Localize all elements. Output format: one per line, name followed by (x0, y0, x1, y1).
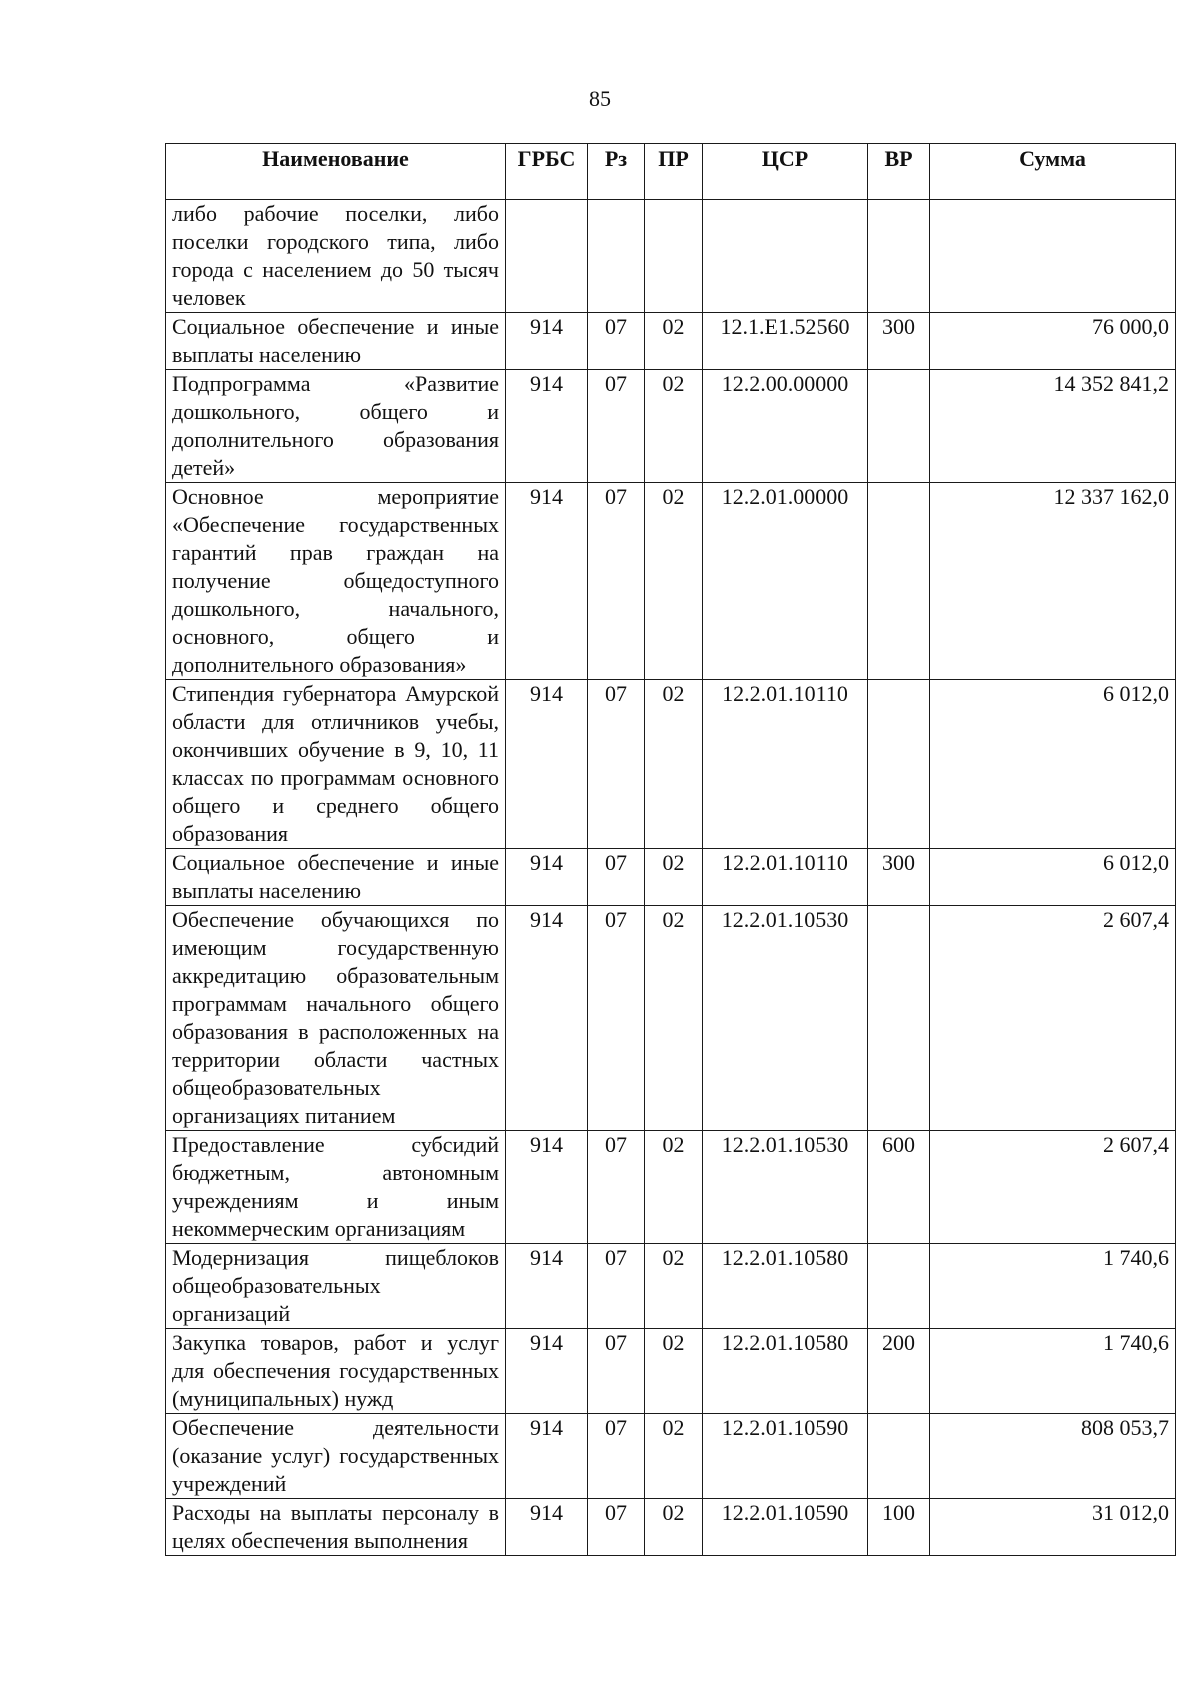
cell-sum (930, 200, 1176, 313)
cell-grbs: 914 (506, 1131, 588, 1244)
cell-csr: 12.2.01.10590 (703, 1414, 868, 1499)
table-row (166, 1499, 1176, 1556)
cell-grbs: 914 (506, 1329, 588, 1414)
cell-name: Подпрограмма «Развитие дошкольного, общего и дополнительного образования детей» (166, 370, 506, 483)
cell-sum: 31 012,0 (930, 1499, 1176, 1556)
cell-csr: 12.2.01.10110 (703, 849, 868, 906)
cell-name: Обеспечение обучающихся по имеющим государственную аккредитацию образовательным программам начального общего образования в расположенных на территории области частных общеобразовательных организациях питанием (166, 906, 506, 1131)
cell-rz: 07 (588, 680, 645, 849)
cell-sum: 12 337 162,0 (930, 483, 1176, 680)
cell-sum: 76 000,0 (930, 313, 1176, 370)
cell-sum: 6 012,0 (930, 680, 1176, 849)
cell-vr: 300 (868, 849, 930, 906)
cell-grbs: 914 (506, 370, 588, 483)
cell-csr: 12.2.01.10530 (703, 1131, 868, 1244)
cell-grbs (506, 200, 588, 313)
cell-grbs: 914 (506, 1414, 588, 1499)
cell-grbs: 914 (506, 906, 588, 1131)
cell-pr: 02 (645, 1499, 703, 1556)
table-row (166, 680, 1176, 849)
cell-name: Предоставление субсидий бюджетным, автономным учреждениям и иным некоммерческим организациям (166, 1131, 506, 1244)
cell-pr: 02 (645, 1414, 703, 1499)
table-row (166, 370, 1176, 483)
cell-sum: 6 012,0 (930, 849, 1176, 906)
cell-pr: 02 (645, 370, 703, 483)
cell-grbs: 914 (506, 483, 588, 680)
header-rz: Рз (588, 144, 645, 200)
cell-sum: 1 740,6 (930, 1329, 1176, 1414)
cell-pr: 02 (645, 1131, 703, 1244)
budget-table (165, 143, 1176, 1556)
header-grbs: ГРБС (506, 144, 588, 200)
cell-vr: 300 (868, 313, 930, 370)
header-csr: ЦСР (703, 144, 868, 200)
cell-rz (588, 200, 645, 313)
table-row (166, 1414, 1176, 1499)
table-row (166, 483, 1176, 680)
cell-rz: 07 (588, 1499, 645, 1556)
cell-name: Обеспечение деятельности (оказание услуг) государственных учреждений (166, 1414, 506, 1499)
cell-vr: 100 (868, 1499, 930, 1556)
table-row (166, 1244, 1176, 1329)
cell-name: Модернизация пищеблоков общеобразовательных организаций (166, 1244, 506, 1329)
cell-sum: 808 053,7 (930, 1414, 1176, 1499)
cell-pr: 02 (645, 849, 703, 906)
cell-name: либо рабочие поселки, либо поселки городского типа, либо города с населением до 50 тысяч человек (166, 200, 506, 313)
cell-csr: 12.2.01.10110 (703, 680, 868, 849)
cell-pr: 02 (645, 483, 703, 680)
cell-vr (868, 200, 930, 313)
cell-sum: 2 607,4 (930, 906, 1176, 1131)
cell-rz: 07 (588, 1131, 645, 1244)
cell-name: Закупка товаров, работ и услуг для обеспечения государственных (муниципальных) нужд (166, 1329, 506, 1414)
cell-name: Социальное обеспечение и иные выплаты населению (166, 313, 506, 370)
header-pr: ПР (645, 144, 703, 200)
cell-vr (868, 906, 930, 1131)
cell-pr: 02 (645, 906, 703, 1131)
cell-sum: 14 352 841,2 (930, 370, 1176, 483)
cell-rz: 07 (588, 483, 645, 680)
cell-vr: 200 (868, 1329, 930, 1414)
cell-pr: 02 (645, 1244, 703, 1329)
table-row (166, 313, 1176, 370)
cell-csr: 12.2.01.10580 (703, 1329, 868, 1414)
header-vr: ВР (868, 144, 930, 200)
cell-rz: 07 (588, 1414, 645, 1499)
cell-sum: 2 607,4 (930, 1131, 1176, 1244)
table-row (166, 849, 1176, 906)
cell-grbs: 914 (506, 1499, 588, 1556)
cell-csr: 12.2.01.10590 (703, 1499, 868, 1556)
cell-grbs: 914 (506, 1244, 588, 1329)
cell-csr (703, 200, 868, 313)
cell-name: Расходы на выплаты персоналу в целях обеспечения выполнения (166, 1499, 506, 1556)
cell-csr: 12.1.E1.52560 (703, 313, 868, 370)
cell-rz: 07 (588, 849, 645, 906)
cell-rz: 07 (588, 370, 645, 483)
cell-rz: 07 (588, 313, 645, 370)
cell-rz: 07 (588, 906, 645, 1131)
cell-vr (868, 1414, 930, 1499)
cell-rz: 07 (588, 1244, 645, 1329)
cell-name: Стипендия губернатора Амурской области для отличников учебы, окончивших обучение в 9, 10, 11 классах по программам основного общего и среднего общего образования (166, 680, 506, 849)
cell-vr (868, 483, 930, 680)
cell-name: Социальное обеспечение и иные выплаты населению (166, 849, 506, 906)
cell-rz: 07 (588, 1329, 645, 1414)
cell-csr: 12.2.01.10530 (703, 906, 868, 1131)
table-row (166, 1131, 1176, 1244)
cell-vr: 600 (868, 1131, 930, 1244)
table-row (166, 1329, 1176, 1414)
cell-pr: 02 (645, 313, 703, 370)
cell-grbs: 914 (506, 313, 588, 370)
header-sum: Сумма (930, 144, 1176, 200)
cell-pr: 02 (645, 1329, 703, 1414)
cell-pr (645, 200, 703, 313)
header-name: Наименование (166, 144, 506, 200)
cell-vr (868, 1244, 930, 1329)
cell-grbs: 914 (506, 680, 588, 849)
page-number: 85 (589, 86, 611, 111)
cell-csr: 12.2.01.00000 (703, 483, 868, 680)
cell-grbs: 914 (506, 849, 588, 906)
cell-csr: 12.2.01.10580 (703, 1244, 868, 1329)
cell-vr (868, 370, 930, 483)
table-header-row (166, 144, 1176, 200)
cell-name: Основное мероприятие «Обеспечение государственных гарантий прав граждан на получение общедоступного дошкольного, начального, основного, общего и дополнительного образования» (166, 483, 506, 680)
table-body (166, 200, 1176, 1556)
cell-pr: 02 (645, 680, 703, 849)
cell-vr (868, 680, 930, 849)
cell-csr: 12.2.00.00000 (703, 370, 868, 483)
cell-sum: 1 740,6 (930, 1244, 1176, 1329)
table-row (166, 200, 1176, 313)
table-row (166, 906, 1176, 1131)
